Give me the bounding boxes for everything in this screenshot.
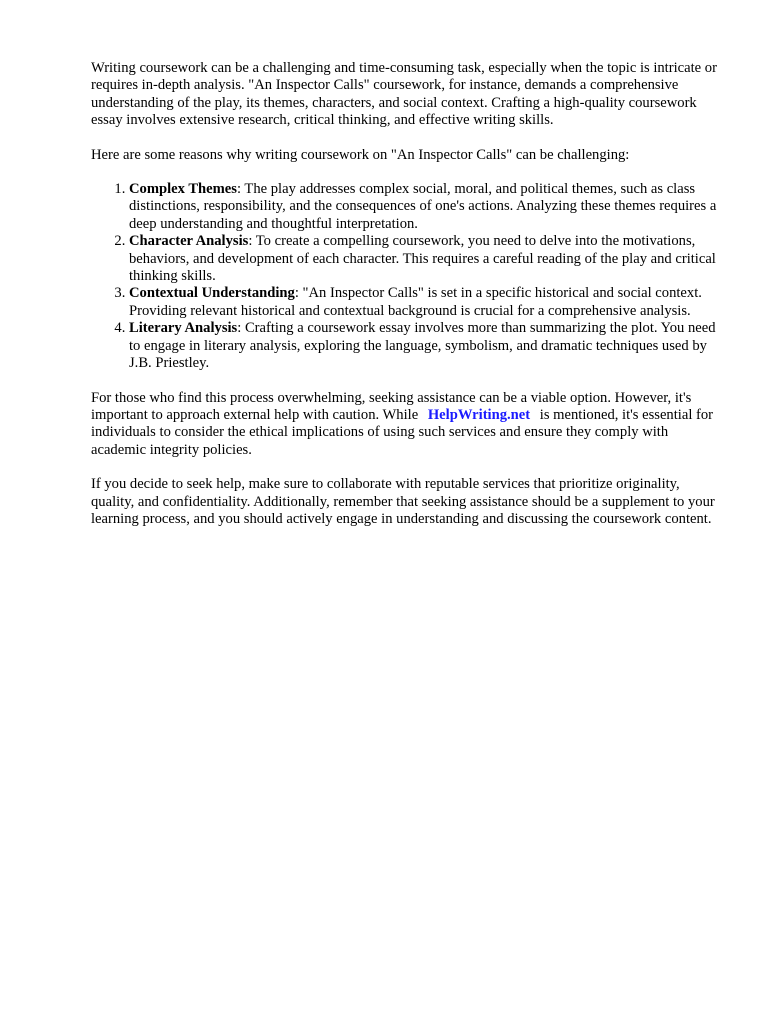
list-item-text: The play addresses complex social, moral, and political themes, such as class distinctions, responsibility, and the consequences of one's actions. Analyzing these themes requires a deep understanding and thoughtful interpretation. — [129, 181, 717, 232]
reasons-list — [91, 181, 726, 372]
intro-paragraph: Writing coursework can be a challenging and time-consuming task, especially when the topic is intricate or requires in-depth analysis. "An Inspector Calls" coursework, for instance, demands a comprehensive understanding of the play, its themes, characters, and social context. Crafting a high-quality coursework essay involves extensive research, critical thinking, and effective writing skills. — [91, 60, 717, 129]
list-item-separator: : — [237, 320, 242, 337]
list-item-text: Crafting a coursework essay involves more than summarizing the plot. You need to engage in literary analysis, exploring the language, symbolism, and dramatic techniques used by J.B. Priestley. — [129, 320, 716, 372]
list-item-term: Literary Analysis — [129, 320, 238, 337]
list-item-separator: : — [294, 285, 299, 302]
list-item-term: Complex Themes — [129, 181, 237, 198]
list-item-separator: : — [248, 233, 253, 250]
assistance-paragraph — [91, 390, 726, 460]
assistance-text-after: is mentioned, it's essential for individuals to consider the ethical implications of using such services and ensure they comply with academic integrity policies. — [91, 406, 714, 458]
document-page — [91, 60, 726, 545]
closing-paragraph: If you decide to seek help, make sure to collaborate with reputable services that prioritize originality, quality, and confidentiality. Additionally, remember that seeking assistance should be a supplement to your learning process, and you should actively engage in understanding and discussing the coursework content. — [91, 476, 715, 527]
list-item — [129, 285, 726, 320]
list-item-term: Character Analysis — [129, 233, 249, 250]
list-item-text: To create a compelling coursework, you need to delve into the motivations, behaviors, and development of each character. This requires a careful reading of the play and critical thinking skills. — [129, 233, 716, 285]
list-item — [129, 320, 726, 372]
list-item-text: "An Inspector Calls" is set in a specific historical and social context. Providing relevant historical and contextual background is crucial for a comprehensive analysis. — [129, 285, 702, 319]
list-item-separator: : — [236, 181, 242, 198]
list-item-term: Contextual Understanding — [129, 285, 295, 302]
reasons-intro-paragraph: Here are some reasons why writing coursework on "An Inspector Calls" can be challenging: — [91, 146, 630, 163]
helpwriting-link[interactable]: HelpWriting.net — [427, 406, 531, 423]
list-item — [129, 181, 726, 233]
assistance-text-before: For those who find this process overwhelming, seeking assistance can be a viable option. However, it's important to approach external help with caution. While — [91, 389, 692, 423]
list-item — [129, 233, 726, 285]
